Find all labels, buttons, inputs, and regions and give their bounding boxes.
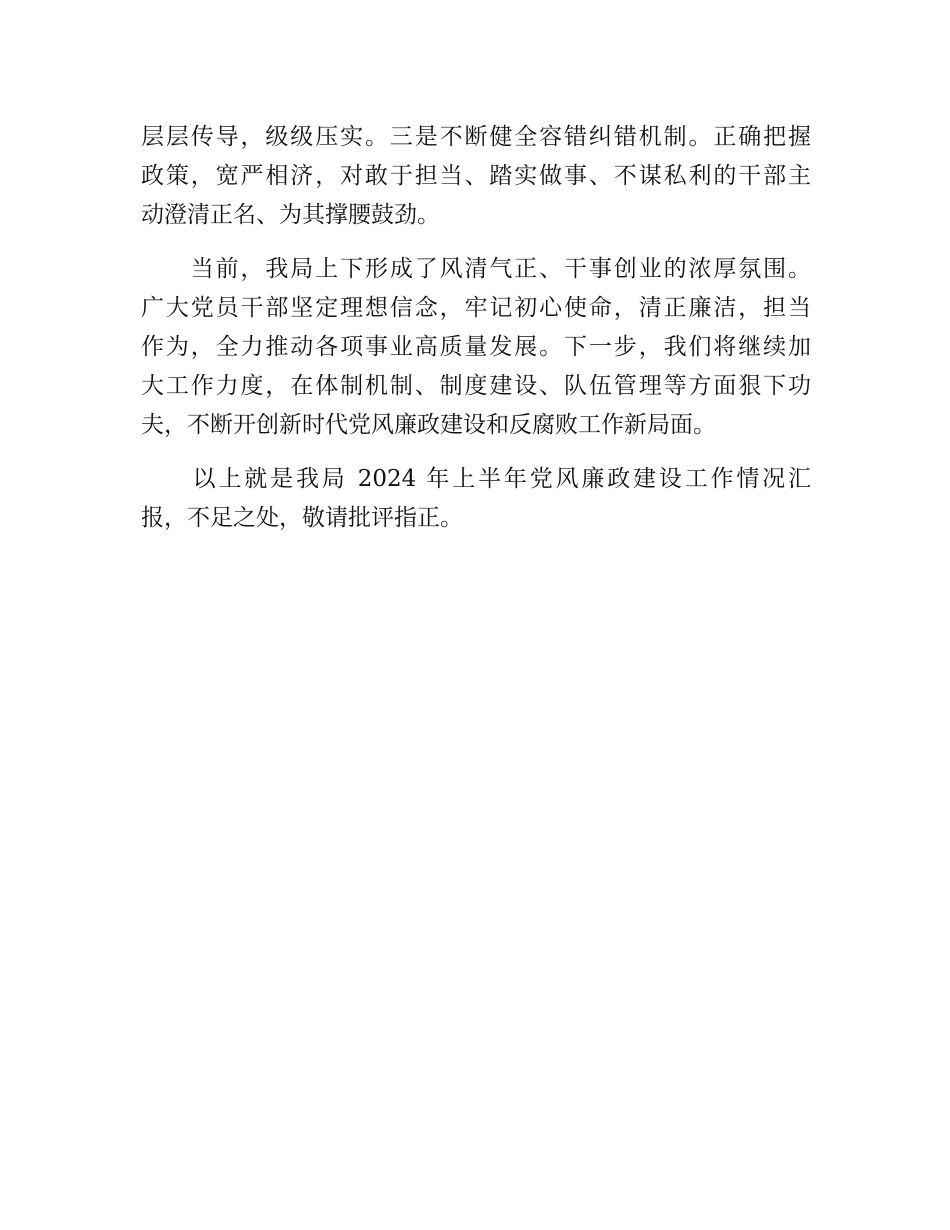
text-line: 政策，宽严相济，对敢于担当、踏实做事、不谋私利的干部主 — [141, 163, 811, 189]
paragraph-2 — [141, 250, 811, 445]
paragraph-spacing — [141, 235, 811, 250]
text-line: 层层传导，级级压实。三是不断健全容错纠错机制。正确把握 — [141, 124, 811, 150]
text-line: 作为，全力推动各项事业高质量发展。下一步，我们将继续加 — [141, 334, 811, 360]
paragraph-3 — [141, 460, 811, 538]
text-line: 动澄清正名、为其撑腰鼓劲。 — [141, 202, 440, 228]
paragraph-spacing — [141, 445, 811, 460]
document-body — [141, 118, 811, 538]
text-line: 当前，我局上下形成了风清气正、干事创业的浓厚氛围。 — [141, 256, 811, 282]
paragraph-1 — [141, 118, 811, 235]
text-line: 大工作力度，在体制机制、制度建设、队伍管理等方面狠下功 — [141, 373, 811, 399]
text-line: 广大党员干部坚定理想信念，牢记初心使命，清正廉洁，担当 — [141, 295, 811, 321]
text-line: 以上就是我局 2024 年上半年党风廉政建设工作情况汇 — [141, 466, 811, 492]
text-line: 报，不足之处，敬请批评指正。 — [141, 505, 463, 531]
text-line: 夫，不断开创新时代党风廉政建设和反腐败工作新局面。 — [141, 412, 716, 438]
